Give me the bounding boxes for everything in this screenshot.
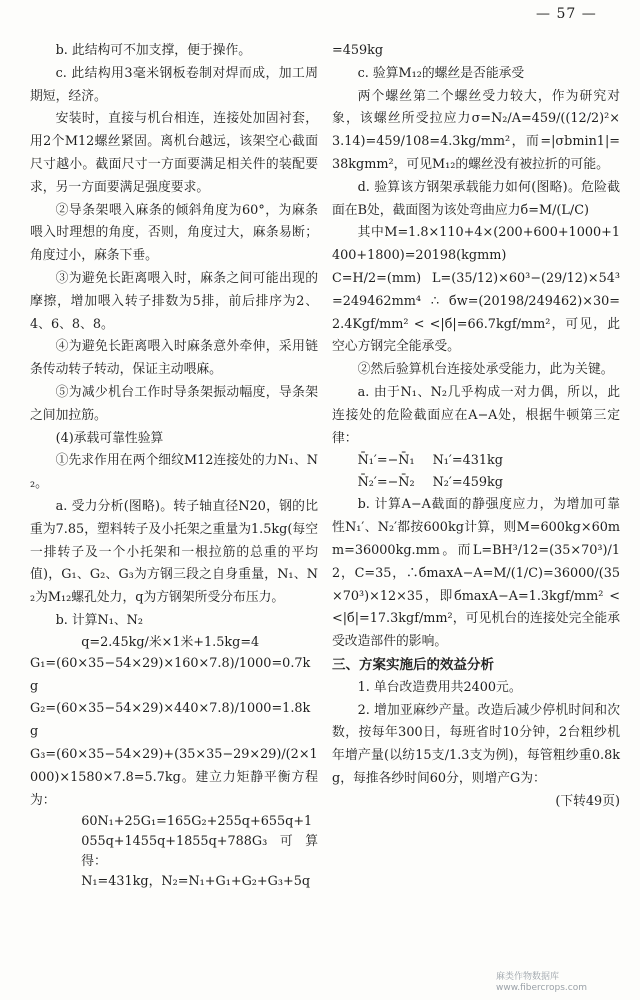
paragraph: =459kg [332,43,384,58]
paragraph: 60N₁+25G₁=165G₂+255q+655q+1055q+1455q+1855q+788G₃可算得： [81,814,318,870]
paragraph: 安装时，直接与机台相连，连接处加固衬套，用2个M12螺丝紧固。离机台越远，该架空心截面尺寸越小。截面尺寸一方面要满足相关件的装配要求，另一方面要满足强度要求。 [30,111,318,195]
paragraph: 其中M=1.8×110+4×(200+600+1000+1400+1800)=20198(kgmm) [332,225,620,264]
equation-lhs: N̄₁′=−N̄₁ [357,453,415,469]
watermark-line: 麻类作物数据库 [496,972,560,982]
paragraph: a. 受力分析(图略)。转子轴直径N20，钢的比重为7.85，塑料转子及小托架之重量为1.5kg(每空一排转子及一个小托架和一根拉筋的总重的平均值)，G₁、G₂、G₃为方钢三段之自身重量，N₁、N₂为M₁₂螺孔处力，q为方钢架所受分布压力。 [30,498,318,606]
paragraph: ③为避免长距离喂入时，麻条之间可能出现的摩擦，增加喂入转子排数为5排，前后排序为2、4、6、8、8。 [30,270,318,332]
paragraph: b. 此结构可不加支撑，便于操作。 [55,43,252,58]
left-column [30,40,318,892]
equation-row [332,450,620,472]
paragraph: 1. 单台改造费用共2400元。 [357,679,522,695]
paragraph: C=H/2=(mm) L=(35/12)×60³−(29/12)×54³=249462mm⁴ ∴ бw=(20198/249462)×30=2.4Kgf/mm² < <|б|=66.7kgf/mm²，可见，此空心方钢完全能承受。 [332,270,620,355]
paragraph: (4)承载可靠性验算 [55,430,164,446]
paragraph: ④为避免长距离喂入时麻条意外牵伸，采用链条传动转子转动，保证主动喂麻。 [30,339,318,378]
paragraph: G₃=(60×35−54×29)+(35×35−29×29)/(2×1000)×1580×7.8=5.7kg。建立力矩静平衡方程为： [30,746,318,808]
watermark-line: www.fibercrops.com [496,983,587,993]
paragraph: c. 验算M₁₂的螺丝是否能承受 [357,65,525,81]
paragraph: ①先求作用在两个细纹M12连接处的力N₁、N₂。 [30,453,318,492]
paragraph: G₂=(60×35−54×29)×440×7.8)/1000=1.8kg [30,701,311,740]
paragraph: b. 计算A−A截面的静强度应力，为增加可靠性N₁′、N₂′都按600kg计算，则M=600kg×60mm=36000kg.mm。而L=BH³/12=(35×70³)/12，C=35，∴бmaxA−A=M/(1/C)=36000/(35×70³)×12×35，即бmaxA−A=1.3kgf/mm² < <|б|=17.3kgf/mm²，可见机台的连接处完全能承受改造部件的影响。 [332,497,620,650]
paragraph: ②然后验算机台连接处承受能力，此为关键。 [357,362,614,378]
watermark [496,972,587,994]
equation-row [332,472,620,494]
paragraph: 两个螺丝第二个螺丝受力较大，作为研究对象，该螺丝所受拉应力σ=N₂/A=459/((12/2)²×3.14)=459/108=4.3kg/mm²，而=|σbmin1|=38kgmm²，可见M₁₂的螺丝没有被拉折的可能。 [332,88,620,172]
paragraph: 2. 增加亚麻纱产量。改造后减少停机时间和次数，按每年300日，每班省时10分钟，2台粗纱机年增产量(以纺15支/1.3支为例)，每管粗纱重0.8kg，每推各纱时间60分，则增产G为： [332,702,620,786]
right-column [332,40,620,814]
equation-rhs: N₁′=431kg [432,453,503,469]
paragraph: ②导条架喂入麻条的倾斜角度为60°，为麻条喂入时理想的角度，否则，角度过大，麻条易断；角度过小，麻条下垂。 [30,202,318,264]
equation-lhs: N̄₂′=−N̄₂ [357,475,415,491]
paragraph: (下转49页) [555,793,620,809]
page-number: — 57 — [536,6,597,22]
paragraph: c. 此结构用3毫米钢板卷制对焊而成，加工周期短，经济。 [30,65,318,104]
equation-rhs: N₂′=459kg [432,475,503,491]
paragraph: d. 验算该方钢架承载能力如何(图略)。危险截面在B处，截面图为该处弯曲应力б=M/(L/C) [332,179,620,218]
paragraph: b. 计算N₁、N₂ [55,612,143,628]
section-heading: 三、方案实施后的效益分析 [332,656,494,673]
paragraph: ⑤为减少机台工作时导条架振动幅度，导条架之间加拉筋。 [30,384,318,423]
paragraph: q=2.45kg/米×1米+1.5kg=4 [81,634,260,650]
paragraph: G₁=(60×35−54×29)×160×7.8)/1000=0.7kg [30,655,311,694]
paragraph: N₁=431kg，N₂=N₁+G₁+G₂+G₃+5q [81,874,311,890]
paragraph: a. 由于N₁、N₂几乎构成一对力偶，所以，此连接处的危险截面应在A−A处，根据牛顿第三定律： [332,384,620,446]
